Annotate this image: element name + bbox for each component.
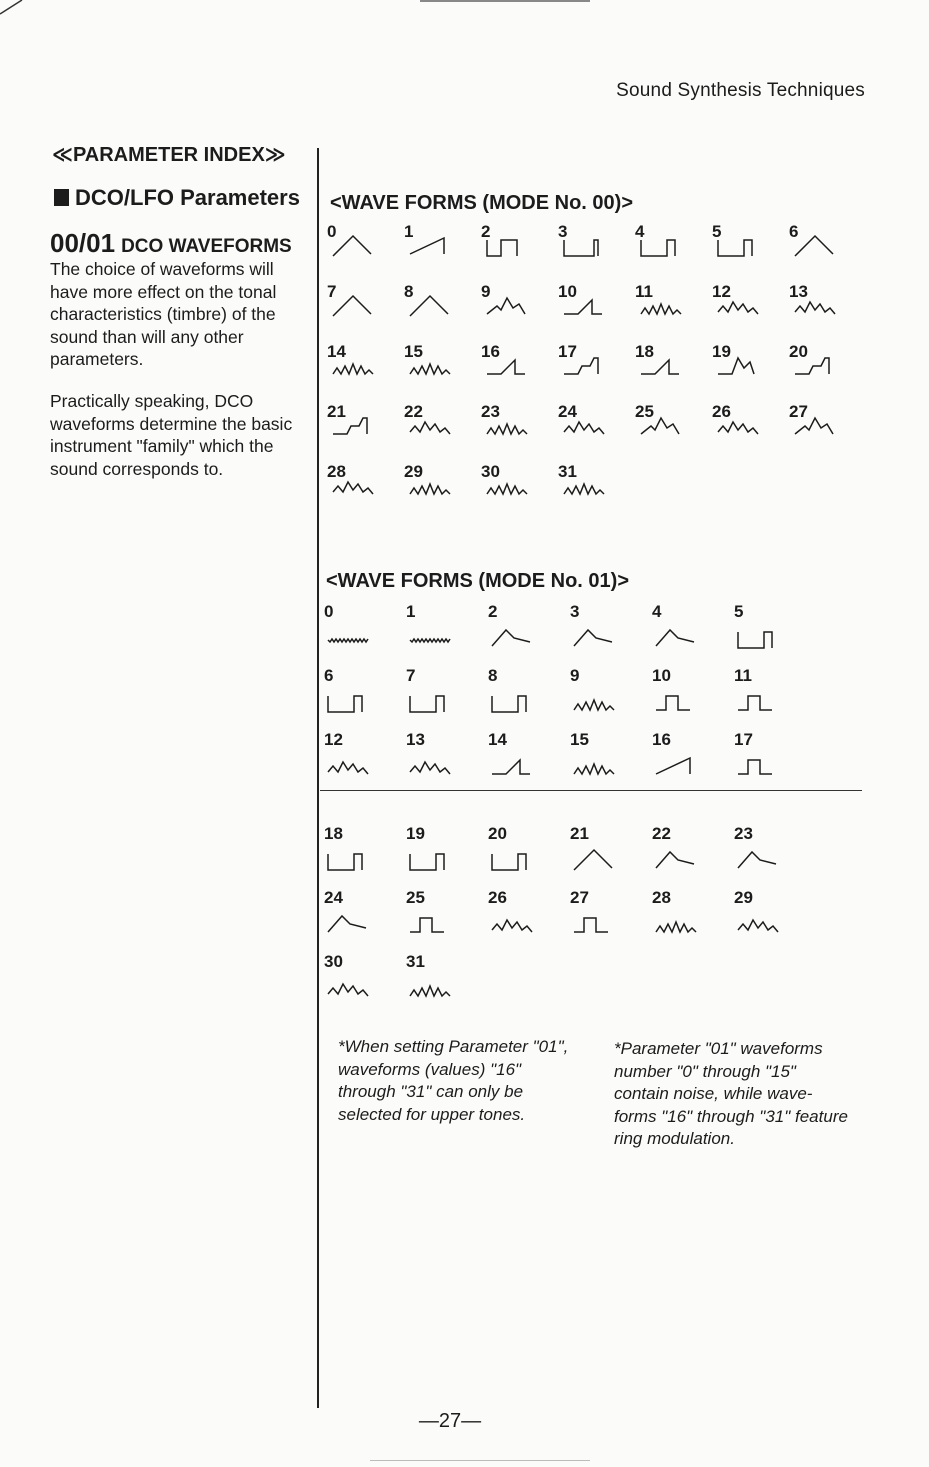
- section-title-text: DCO/LFO Parameters: [75, 185, 300, 210]
- waveform-label: 17: [734, 730, 753, 749]
- waveform-glyph-icon: [564, 292, 608, 320]
- waveform-label: 8: [488, 666, 498, 685]
- waveform-glyph-icon: [410, 472, 454, 500]
- waveform-glyph-icon: [564, 412, 608, 440]
- waveform-label: 12: [712, 282, 731, 301]
- waveform-glyph-icon: [718, 412, 762, 440]
- waveform-glyph-icon: [410, 846, 454, 874]
- waveform-glyph-icon: [718, 352, 762, 380]
- waveform-label: 9: [481, 282, 491, 301]
- waveform-glyph-icon: [410, 232, 454, 260]
- waveform-glyph-icon: [656, 688, 700, 716]
- waveform-glyph-icon: [492, 846, 536, 874]
- waveform-label: 20: [488, 824, 507, 843]
- waveform-label: 11: [635, 282, 653, 301]
- waveform-glyph-icon: [333, 412, 377, 440]
- waveform-label: 22: [404, 402, 423, 421]
- waveform-label: 19: [712, 342, 731, 361]
- note-upper-tones: *When setting Parameter "01", waveforms (values) "16" through "31" can only be selected for upper tones.: [338, 1037, 569, 1124]
- waveform-label: 5: [712, 222, 722, 241]
- waveform-label: 19: [406, 824, 425, 843]
- waveform-label: 4: [635, 222, 645, 241]
- parameter-heading: [50, 228, 292, 259]
- waveform-label: 7: [327, 282, 337, 301]
- waveform-glyph-icon: [795, 352, 839, 380]
- waveform-label: 23: [481, 402, 500, 421]
- waveform-glyph-icon: [410, 752, 454, 780]
- wave-forms-mode-01-title: <WAVE FORMS (MODE No. 01)>: [326, 570, 629, 592]
- waveform-glyph-icon: [328, 624, 372, 652]
- waveform-glyph-icon: [641, 412, 685, 440]
- waveform-glyph-icon: [328, 752, 372, 780]
- waveform-glyph-icon: [410, 688, 454, 716]
- waveform-glyph-icon: [738, 910, 782, 938]
- waveform-glyph-icon: [564, 232, 608, 260]
- waveform-glyph-icon: [795, 412, 839, 440]
- waveform-glyph-icon: [492, 688, 536, 716]
- waveform-label: 25: [635, 402, 654, 421]
- waveform-label: 7: [406, 666, 416, 685]
- waveform-label: 13: [406, 730, 425, 749]
- waveform-glyph-icon: [738, 752, 782, 780]
- waveform-glyph-icon: [410, 910, 454, 938]
- waveform-glyph-icon: [487, 352, 531, 380]
- waveform-glyph-icon: [738, 846, 782, 874]
- wave-forms-mode-00-title: <WAVE FORMS (MODE No. 00)>: [330, 192, 633, 214]
- waveform-label: 29: [734, 888, 753, 907]
- waveform-glyph-icon: [738, 624, 782, 652]
- waveform-glyph-icon: [487, 472, 531, 500]
- waveform-glyph-icon: [574, 910, 618, 938]
- running-header: Sound Synthesis Techniques: [616, 80, 865, 101]
- waveform-label: 16: [481, 342, 500, 361]
- waveform-label: 24: [324, 888, 343, 907]
- waveform-glyph-icon: [410, 412, 454, 440]
- waveform-label: 28: [327, 462, 346, 481]
- waveform-label: 22: [652, 824, 671, 843]
- waveform-glyph-icon: [574, 688, 618, 716]
- note-noise-ring-mod: *Parameter "01" waveforms number "0" through "15" contain noise, while wave-forms "16" through "31" feature ring modulation.: [614, 1039, 848, 1148]
- waveform-glyph-icon: [641, 352, 685, 380]
- waveform-label: 14: [327, 342, 346, 361]
- waveform-label: 31: [558, 462, 577, 481]
- waveform-label: 2: [481, 222, 491, 241]
- waveform-label: 23: [734, 824, 753, 843]
- body-paragraph-2: Practically speaking, DCO waveforms determine the basic instrument "family" which the sound corresponds to.: [50, 391, 293, 479]
- page-corner-mark: [0, 0, 40, 25]
- waveform-label: 16: [652, 730, 671, 749]
- waveform-glyph-icon: [656, 752, 700, 780]
- waveform-label: 30: [481, 462, 500, 481]
- waveform-label: 29: [404, 462, 423, 481]
- waveform-glyph-icon: [718, 232, 762, 260]
- waveform-label: 17: [558, 342, 577, 361]
- parameter-name: DCO WAVEFORMS: [121, 236, 292, 257]
- waveform-label: 28: [652, 888, 671, 907]
- waveform-glyph-icon: [333, 292, 377, 320]
- waveform-label: 4: [652, 602, 662, 621]
- parameter-index-title: ≪PARAMETER INDEX≫: [52, 144, 286, 166]
- waveform-label: 6: [324, 666, 334, 685]
- waveform-glyph-icon: [656, 624, 700, 652]
- waveform-glyph-icon: [328, 974, 372, 1002]
- top-rule: [420, 0, 590, 2]
- waveform-glyph-icon: [487, 412, 531, 440]
- waveform-label: 10: [558, 282, 577, 301]
- waveform-glyph-icon: [718, 292, 762, 320]
- waveform-label: 27: [570, 888, 589, 907]
- waveform-glyph-icon: [328, 910, 372, 938]
- waveform-label: 31: [406, 952, 425, 971]
- waveform-glyph-icon: [795, 292, 839, 320]
- mode-01-divider: [320, 790, 862, 791]
- waveform-label: 12: [324, 730, 343, 749]
- waveform-glyph-icon: [738, 688, 782, 716]
- column-divider: [317, 148, 319, 1408]
- waveform-glyph-icon: [328, 688, 372, 716]
- waveform-glyph-icon: [333, 232, 377, 260]
- waveform-glyph-icon: [574, 752, 618, 780]
- square-bullet-icon: [54, 189, 69, 206]
- waveform-label: 8: [404, 282, 414, 301]
- waveform-label: 14: [488, 730, 507, 749]
- waveform-label: 27: [789, 402, 808, 421]
- waveform-glyph-icon: [487, 292, 531, 320]
- waveform-label: 25: [406, 888, 425, 907]
- body-paragraph-1: The choice of waveforms will have more effect on the tonal characteristics (timbre) of the sound than will any other parameters.: [50, 259, 277, 369]
- waveform-label: 1: [406, 602, 416, 621]
- waveform-label: 0: [327, 222, 337, 241]
- waveform-label: 21: [570, 824, 589, 843]
- waveform-label: 5: [734, 602, 744, 621]
- bottom-rule: [370, 1460, 590, 1461]
- waveform-label: 15: [404, 342, 423, 361]
- waveform-label: 24: [558, 402, 577, 421]
- waveform-label: 3: [570, 602, 580, 621]
- waveform-glyph-icon: [574, 624, 618, 652]
- waveform-label: 0: [324, 602, 334, 621]
- waveform-glyph-icon: [492, 752, 536, 780]
- waveform-label: 6: [789, 222, 799, 241]
- waveform-glyph-icon: [574, 846, 618, 874]
- waveform-glyph-icon: [487, 232, 531, 260]
- waveform-glyph-icon: [492, 910, 536, 938]
- parameter-number: 00/01: [50, 228, 116, 258]
- waveform-label: 15: [570, 730, 589, 749]
- waveform-label: 26: [488, 888, 507, 907]
- waveform-glyph-icon: [641, 232, 685, 260]
- waveform-label: 18: [324, 824, 343, 843]
- waveform-glyph-icon: [333, 352, 377, 380]
- waveform-label: 13: [789, 282, 808, 301]
- waveform-label: 11: [734, 666, 752, 685]
- waveform-label: 20: [789, 342, 808, 361]
- waveform-label: 30: [324, 952, 343, 971]
- waveform-label: 21: [327, 402, 346, 421]
- waveform-glyph-icon: [333, 472, 377, 500]
- waveform-glyph-icon: [410, 974, 454, 1002]
- waveform-label: 2: [488, 602, 498, 621]
- waveform-glyph-icon: [328, 846, 372, 874]
- waveform-glyph-icon: [410, 292, 454, 320]
- waveform-glyph-icon: [564, 352, 608, 380]
- waveform-label: 10: [652, 666, 671, 685]
- waveform-label: 18: [635, 342, 654, 361]
- waveform-label: 9: [570, 666, 580, 685]
- waveform-glyph-icon: [564, 472, 608, 500]
- waveform-glyph-icon: [641, 292, 685, 320]
- waveform-label: 3: [558, 222, 568, 241]
- waveform-glyph-icon: [656, 846, 700, 874]
- waveform-glyph-icon: [656, 910, 700, 938]
- waveform-label: 26: [712, 402, 731, 421]
- page-number: —27—: [418, 1410, 482, 1432]
- waveform-glyph-icon: [410, 352, 454, 380]
- waveform-label: 1: [404, 222, 414, 241]
- waveform-glyph-icon: [410, 624, 454, 652]
- waveform-glyph-icon: [492, 624, 536, 652]
- section-title: [54, 185, 300, 211]
- waveform-glyph-icon: [795, 232, 839, 260]
